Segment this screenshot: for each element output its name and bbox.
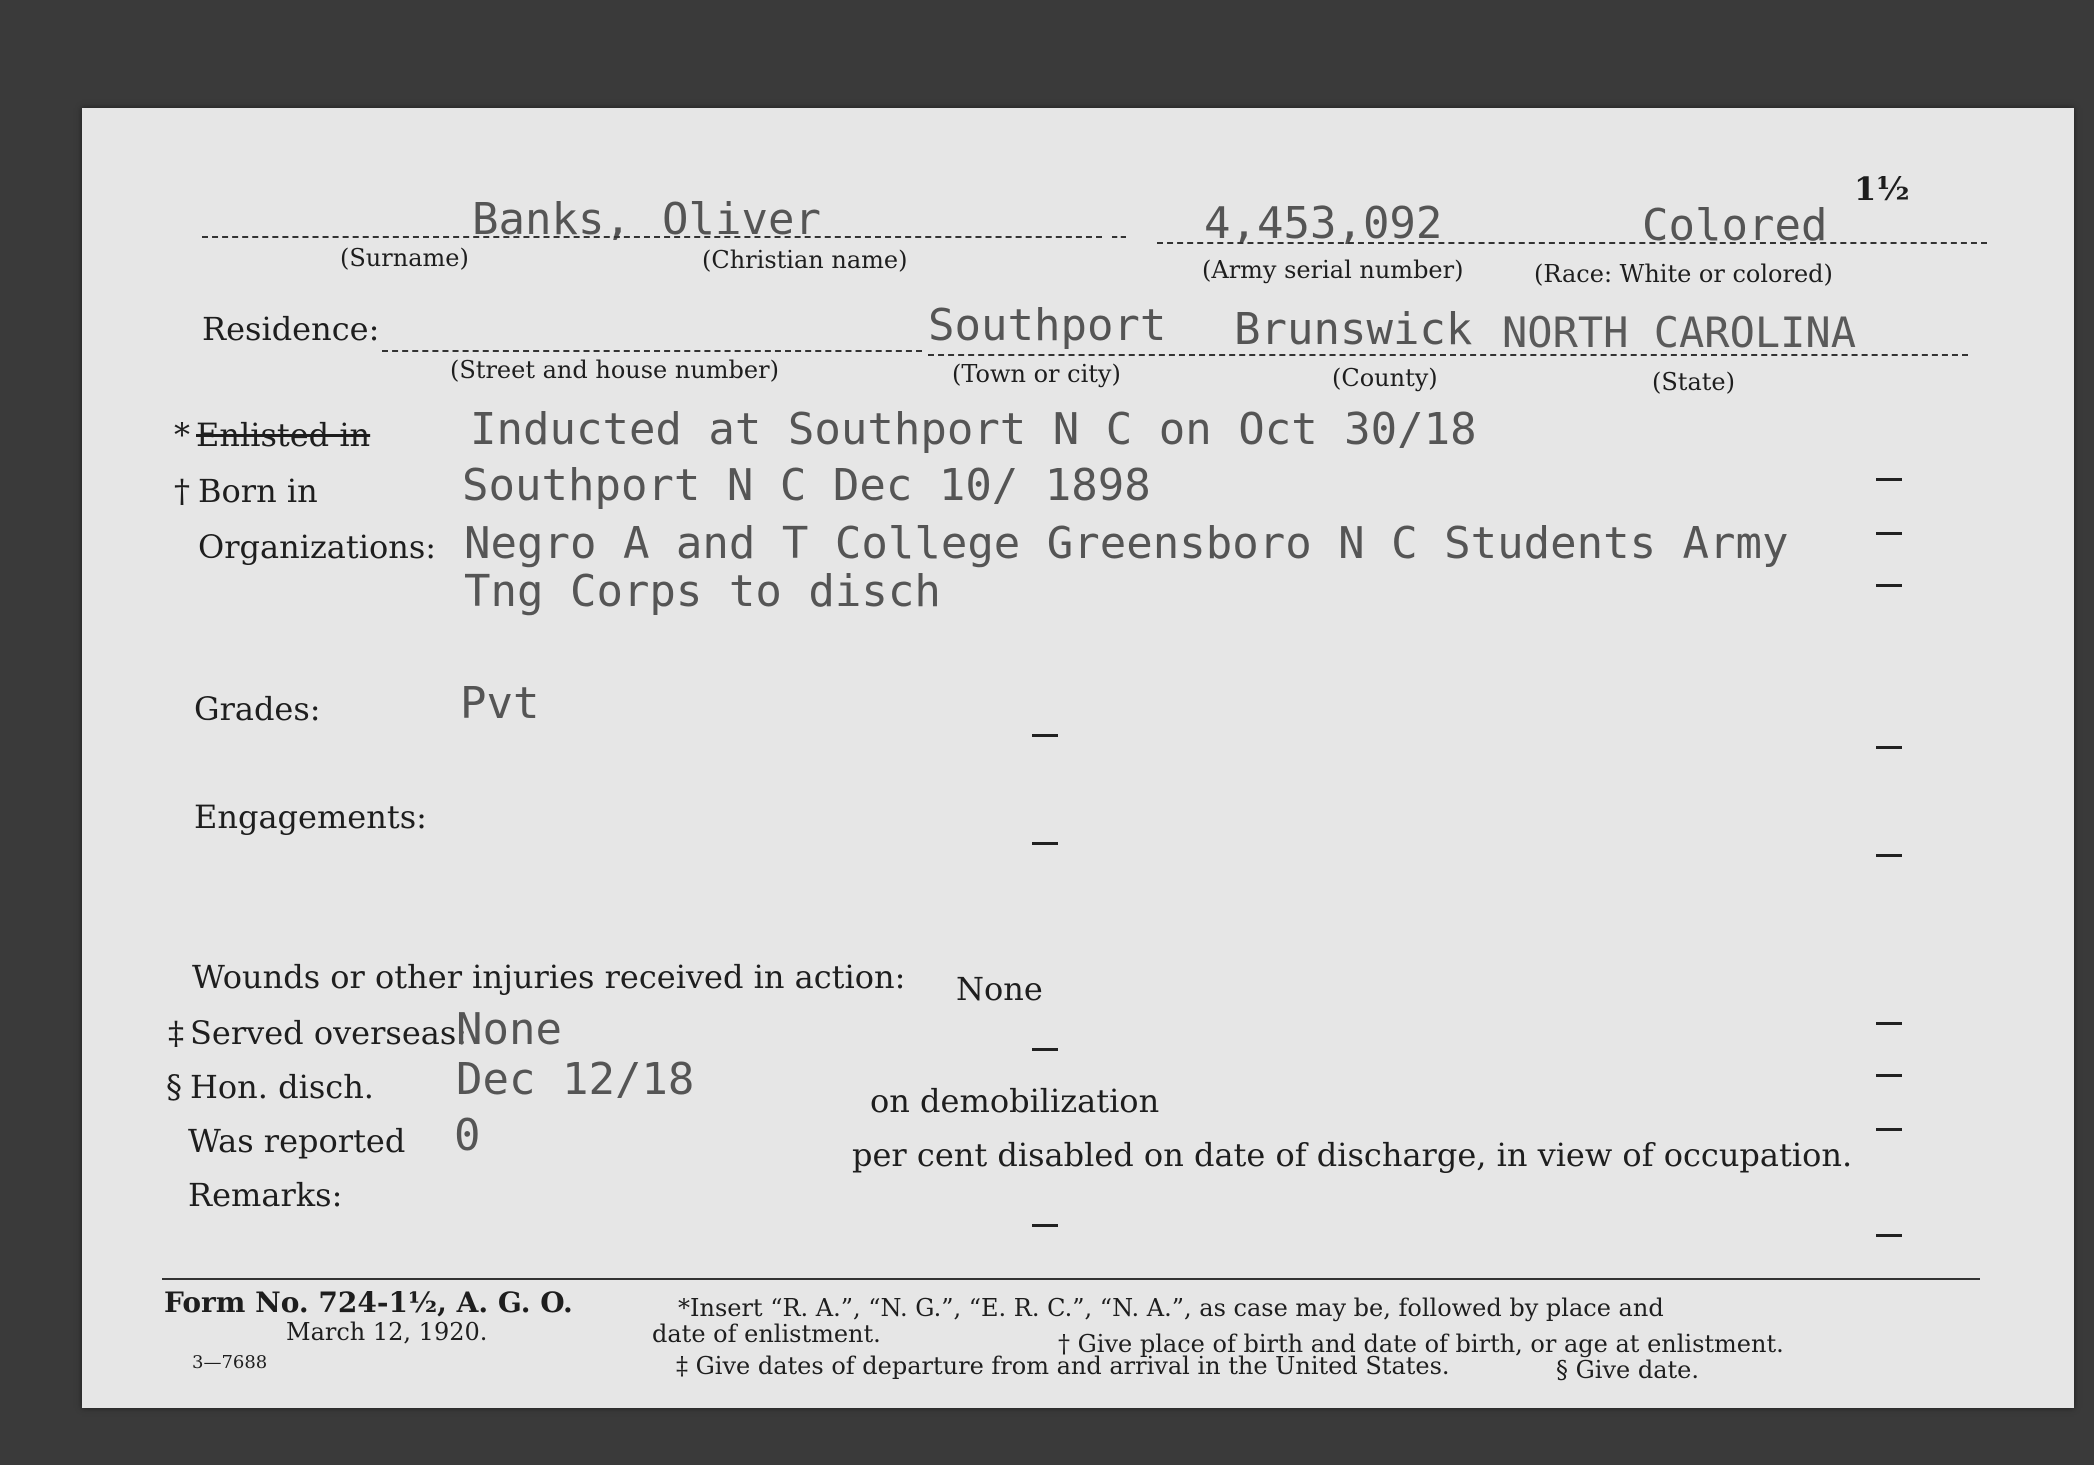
margin-mark	[1876, 746, 1902, 749]
enlisted-marker: *	[174, 416, 190, 454]
margin-mark	[1032, 1048, 1058, 1051]
county-value: Brunswick	[1234, 304, 1473, 355]
margin-mark	[1032, 734, 1058, 737]
street-caption: (Street and house number)	[450, 356, 779, 384]
race-caption: (Race: White or colored)	[1534, 260, 1833, 288]
reported-value: 0	[454, 1110, 481, 1161]
engagements-label: Engagements:	[194, 798, 427, 836]
serial-race-line	[1157, 242, 1987, 244]
margin-mark	[1876, 1234, 1902, 1237]
remarks-label: Remarks:	[188, 1176, 343, 1214]
serial-number-value: 4,453,092	[1204, 198, 1443, 249]
town-value: Southport	[928, 300, 1167, 351]
grades-value: Pvt	[460, 678, 540, 729]
born-label: Born in	[198, 472, 318, 510]
county-caption: (County)	[1332, 364, 1438, 392]
born-value: Southport N C Dec 10/ 1898	[462, 460, 1151, 511]
reported-label: Was reported	[188, 1122, 406, 1160]
footer-note-3: ‡ Give dates of departure from and arrival in the United States.	[676, 1352, 1450, 1380]
overseas-label: Served overseas:	[190, 1014, 468, 1052]
discharge-suffix: on demobilization	[870, 1082, 1160, 1120]
margin-mark	[1876, 532, 1902, 535]
surname-value: Banks,	[472, 194, 631, 245]
footer-rule	[162, 1278, 1980, 1280]
surname-caption: (Surname)	[340, 244, 469, 272]
overseas-marker: ‡	[168, 1014, 184, 1052]
form-number: Form No. 724-1½, A. G. O.	[164, 1286, 573, 1319]
wounds-value: None	[956, 970, 1043, 1008]
town-county-state-line	[928, 354, 1968, 356]
name-line-short	[1112, 236, 1126, 238]
margin-mark	[1032, 842, 1058, 845]
race-value: Colored	[1642, 200, 1828, 251]
margin-mark	[1876, 478, 1902, 481]
christian-name-caption: (Christian name)	[702, 246, 908, 274]
margin-mark	[1876, 1022, 1902, 1025]
footer-note-2b: † Give place of birth and date of birth, or age at enlistment.	[1058, 1330, 1784, 1358]
margin-mark	[1876, 1128, 1902, 1131]
organizations-line2: Tng Corps to disch	[464, 566, 941, 617]
organizations-line1: Negro A and T College Greensboro N C Students Army	[464, 518, 1789, 569]
discharge-value: Dec 12/18	[456, 1054, 695, 1105]
print-code: 3—7688	[192, 1352, 268, 1373]
christian-name-value: Oliver	[662, 194, 821, 245]
street-line	[382, 350, 922, 352]
discharge-marker: §	[166, 1068, 182, 1106]
overseas-value: None	[456, 1004, 562, 1055]
state-value: NORTH CAROLINA	[1502, 308, 1857, 357]
margin-mark	[1876, 1074, 1902, 1077]
enlisted-value: Inducted at Southport N C on Oct 30/18	[470, 404, 1477, 455]
town-caption: (Town or city)	[952, 360, 1121, 388]
enlisted-label: Enlisted in	[196, 416, 371, 454]
discharge-label: Hon. disch.	[190, 1068, 374, 1106]
footer-note-3b: § Give date.	[1556, 1356, 1700, 1384]
state-caption: (State)	[1652, 368, 1735, 396]
born-marker: †	[174, 472, 190, 510]
service-record-card	[82, 108, 2074, 1408]
residence-label: Residence:	[202, 310, 380, 348]
margin-mark	[1876, 584, 1902, 587]
name-line	[202, 236, 1102, 238]
margin-mark	[1876, 854, 1902, 857]
page-number: 1½	[1854, 170, 1910, 208]
footer-note-2: date of enlistment.	[652, 1320, 881, 1348]
organizations-label: Organizations:	[198, 528, 437, 566]
footer-note-1: *Insert “R. A.”, “N. G.”, “E. R. C.”, “N. A.”, as case may be, followed by place and	[678, 1294, 1664, 1322]
serial-number-caption: (Army serial number)	[1202, 256, 1464, 284]
grades-label: Grades:	[194, 690, 321, 728]
wounds-label: Wounds or other injuries received in action:	[192, 958, 906, 996]
reported-suffix: per cent disabled on date of discharge, in view of occupation.	[852, 1136, 1853, 1174]
margin-mark	[1032, 1224, 1058, 1227]
form-date: March 12, 1920.	[286, 1318, 488, 1346]
